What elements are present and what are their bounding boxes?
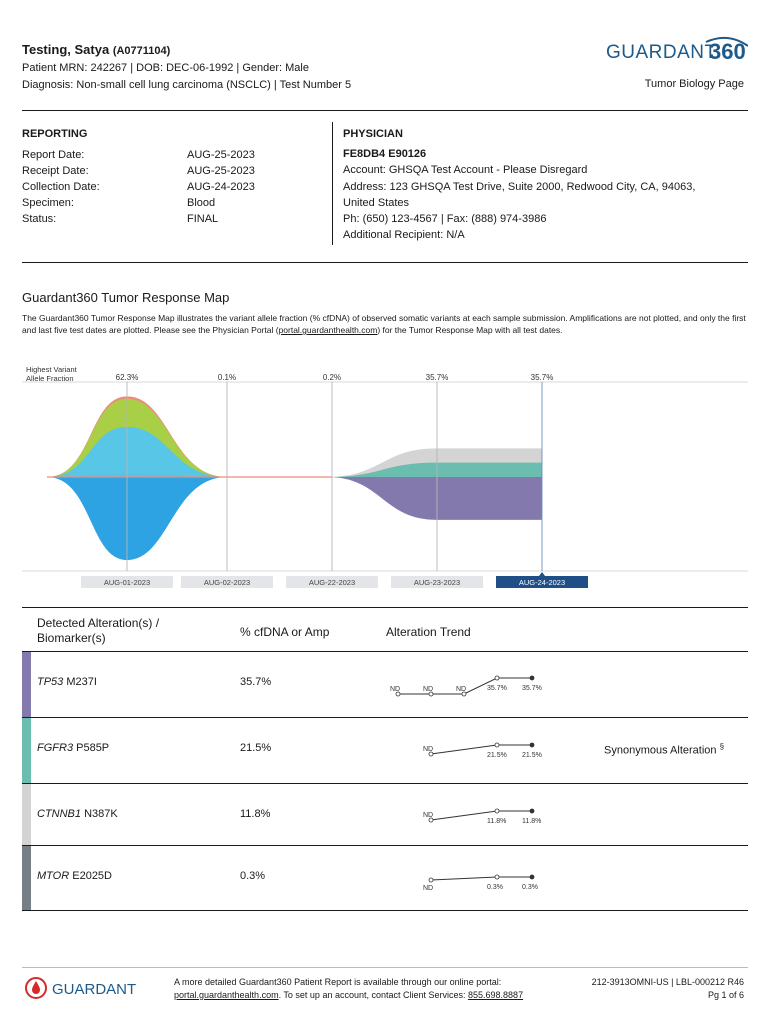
physician-address-country: United States — [343, 197, 410, 209]
report-date-label: Report Date: — [22, 149, 85, 161]
row-color-band — [22, 846, 31, 910]
trend-label: 21.5% — [522, 752, 542, 759]
date-label: AUG-22-2023 — [308, 578, 356, 587]
trend-label: 0.3% — [522, 884, 538, 891]
cfdna-percent: 35.7% — [240, 676, 272, 688]
gene-name: MTOR — [37, 870, 70, 882]
diagnosis-line: Diagnosis: Non-small cell lung carcinoma (NSCLC) | Test Number 5 — [22, 79, 352, 91]
logo-word: GUARDANT — [606, 42, 717, 63]
table-header-rule — [22, 651, 748, 652]
map-top-labels — [116, 373, 554, 382]
physician-account: Account: GHSQA Test Account - Please Disregard — [343, 164, 588, 176]
row-divider — [22, 910, 748, 911]
alteration-name — [37, 742, 109, 754]
trend-line — [431, 745, 532, 754]
physician-address: Address: 123 GHSQA Test Drive, Suite 2000, Redwood City, CA, 94063, — [343, 181, 696, 193]
note-footnote-mark: § — [719, 742, 725, 751]
cfdna-percent: 0.3% — [240, 870, 266, 882]
gene-name: TP53 — [37, 676, 64, 688]
alteration-trend-sparkline — [390, 794, 560, 834]
footer-line-2: . To set up an account, contact Client Services: — [278, 990, 469, 1000]
reporting-title: REPORTING — [22, 128, 88, 140]
collection-date-value: AUG-24-2023 — [187, 181, 255, 193]
trend-label: 11.8% — [522, 818, 542, 825]
physician-phone-fax: Ph: (650) 123-4567 | Fax: (888) 974-3986 — [343, 213, 547, 225]
footer-rule — [22, 967, 748, 968]
trend-point — [495, 809, 499, 813]
trend-label: ND — [390, 686, 401, 693]
gene-name: FGFR3 — [37, 742, 74, 754]
trend-label: 35.7% — [522, 685, 542, 692]
alteration-trend-sparkline — [390, 728, 560, 768]
trend-label: ND — [423, 812, 434, 819]
desc-text-1: The Guardant360 Tumor Response Map illustrates the variant allele fraction (% cfDNA) of observed somatic variants at each sample submission. Amplifications are not plotted, and only the first and last five test dates are plotted. Please see the Physician Portal ( — [22, 313, 746, 335]
footer-phone-link[interactable]: 855.698.8887 — [468, 990, 524, 1000]
receipt-date-label: Receipt Date: — [22, 165, 89, 177]
collection-date-label: Collection Date: — [22, 181, 100, 193]
trend-point — [530, 743, 534, 747]
section-divider — [332, 122, 333, 245]
trend-point — [495, 875, 499, 879]
variant-name: E2025D — [69, 870, 112, 882]
tumor-response-map — [22, 364, 748, 594]
cfdna-percent: 21.5% — [240, 742, 272, 754]
response-map-description — [22, 312, 748, 336]
header-pct: % cfDNA or Amp — [240, 625, 330, 639]
receipt-date-value: AUG-25-2023 — [187, 165, 255, 177]
trend-point — [495, 743, 499, 747]
highest-vaf-label: 0.2% — [322, 373, 342, 382]
trend-label: 35.7% — [487, 685, 507, 692]
alteration-trend-sparkline — [390, 662, 560, 702]
trend-label: 21.5% — [487, 752, 507, 759]
highest-vaf-label: 0.1% — [217, 373, 237, 382]
table-top-rule — [22, 607, 748, 608]
trend-label: 11.8% — [487, 818, 507, 825]
first-sample-layer-lower — [47, 473, 227, 560]
alteration-name — [37, 808, 118, 820]
highest-vaf-label: 35.7% — [425, 373, 449, 382]
trend-label: ND — [423, 885, 434, 892]
guardant-footer-logo — [24, 976, 154, 1004]
report-date-value: AUG-25-2023 — [187, 149, 255, 161]
guardant360-logo — [606, 34, 748, 70]
trend-point — [530, 676, 534, 680]
trend-point — [530, 809, 534, 813]
footer-text — [174, 976, 523, 1002]
patient-info-line: Patient MRN: 242267 | DOB: DEC-06-1992 | Gender: Male — [22, 62, 309, 74]
cfdna-percent: 11.8% — [240, 808, 271, 820]
highest-vaf-label: 35.7% — [530, 373, 554, 382]
page-label: Tumor Biology Page — [644, 78, 744, 90]
highest-vaf-label: 62.3% — [115, 373, 139, 382]
trend-point — [530, 875, 534, 879]
header-alteration-1: Detected Alteration(s) / — [37, 616, 160, 630]
date-label: AUG-24-2023 — [518, 578, 566, 587]
blood-drop-icon — [32, 981, 40, 994]
variant-name: P585P — [73, 742, 110, 754]
patient-name-text: Testing, Satya — [22, 42, 110, 57]
footer-logo-text: GUARDANT — [52, 981, 137, 998]
selected-marker-icon — [539, 572, 545, 576]
physician-portal-link[interactable]: portal.guardanthealth.com — [278, 325, 378, 335]
map-areas — [47, 396, 542, 560]
specimen-label: Specimen: — [22, 197, 74, 209]
trend-label: ND — [423, 746, 434, 753]
row-divider — [22, 783, 748, 784]
row-color-band — [22, 652, 31, 717]
status-value: FINAL — [187, 213, 219, 225]
status-label: Status: — [22, 213, 57, 225]
footer-code: 212-3913OMNI-US | LBL-000212 R46 — [591, 977, 744, 987]
trend-point — [429, 878, 433, 882]
alteration-name — [37, 870, 112, 882]
map-date-labels — [81, 572, 588, 588]
variant-name: M237I — [63, 676, 97, 688]
footer-page-number: Pg 1 of 6 — [707, 990, 744, 1000]
response-map-title: Guardant360 Tumor Response Map — [22, 290, 230, 305]
variant-name: N387K — [81, 808, 118, 820]
specimen-value: Blood — [187, 197, 216, 209]
trend-line — [431, 811, 532, 820]
patient-id: (A0771104) — [112, 45, 171, 57]
alteration-note — [604, 742, 724, 757]
trend-point — [495, 676, 499, 680]
additional-recipient: Additional Recipient: N/A — [343, 229, 465, 241]
footer-line-1: A more detailed Guardant360 Patient Report is available through our online portal: — [174, 977, 502, 987]
row-color-band — [22, 784, 31, 845]
trend-label: ND — [456, 686, 467, 693]
alteration-trend-sparkline — [390, 856, 560, 896]
row-divider — [22, 845, 748, 846]
header-trend: Alteration Trend — [386, 625, 471, 639]
gene-name: CTNNB1 — [37, 808, 82, 820]
reporting-bottom-divider — [22, 262, 748, 263]
patient-name — [22, 42, 170, 57]
trend-line — [431, 877, 532, 880]
y-label-line-2: Allele Fraction — [26, 374, 74, 383]
header-divider — [22, 110, 748, 111]
row-color-band — [22, 718, 31, 783]
desc-text-2: ) for the Tumor Response Map with all test dates. — [377, 325, 563, 335]
footer-portal-link[interactable]: portal.guardanthealth.com — [174, 990, 279, 1000]
date-label: AUG-01-2023 — [103, 578, 151, 587]
date-label: AUG-23-2023 — [413, 578, 461, 587]
logo-number: 360 — [709, 39, 746, 64]
series-fgfr3-area — [327, 463, 542, 477]
physician-title: PHYSICIAN — [343, 128, 403, 140]
header-alteration-2: Biomarker(s) — [37, 631, 106, 645]
y-label-line-1: Highest Variant — [26, 365, 77, 374]
alteration-name — [37, 676, 97, 688]
row-divider — [22, 717, 748, 718]
note-text: Synonymous Alteration — [604, 744, 720, 757]
footer-codes — [592, 976, 744, 1002]
series-tp53-area — [327, 477, 542, 520]
trend-label: 0.3% — [487, 884, 503, 891]
date-label: AUG-02-2023 — [203, 578, 251, 587]
trend-label: ND — [423, 686, 434, 693]
physician-name: FE8DB4 E90126 — [343, 148, 427, 160]
